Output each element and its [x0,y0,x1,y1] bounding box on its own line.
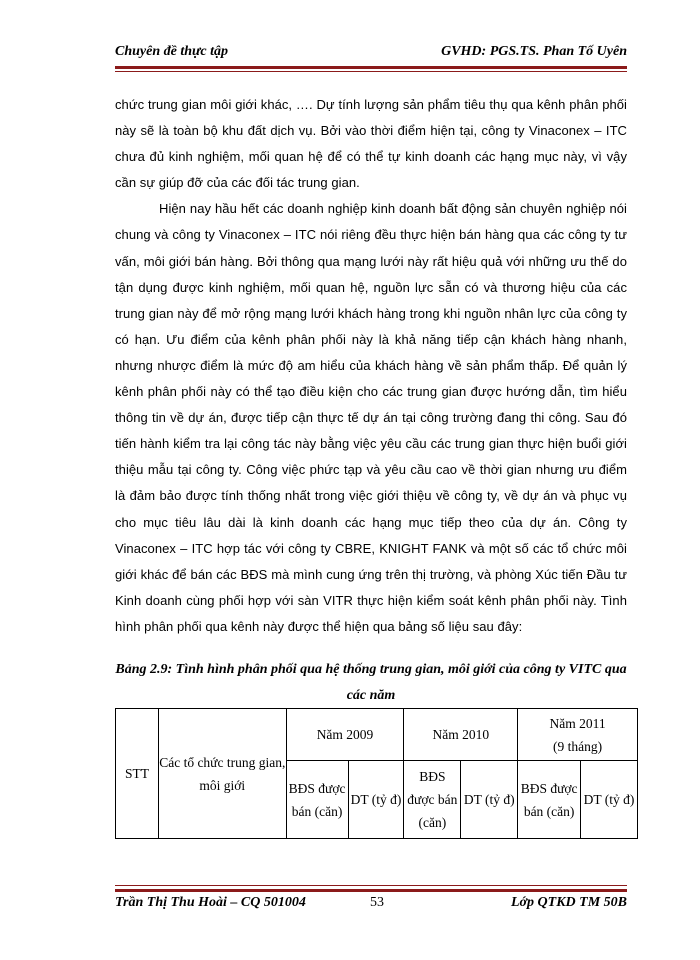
subheader-dt-2009: DT (tỷ đ) [348,761,404,839]
footer-rule-thick [115,889,627,892]
header-organizations: Các tổ chức trung gian, môi giới [158,709,286,839]
header-rule-thin [115,71,627,72]
footer-author: Trần Thị Thu Hoài – CQ 501004 [115,895,306,910]
header-year-2010 [404,709,518,761]
header-stt: STT [116,709,159,839]
paragraph-1: chức trung gian môi giới khác, …. Dự tính lượng sản phẩm tiêu thụ qua kênh phân phối này sẽ là toàn bộ khu đất dịch vụ. Bởi vào thời điểm hiện tại, công ty Vinaconex – ITC chưa đủ kinh nghiệm, mối quan hệ để có thể tự kinh doanh các hạng mục này, vì vậy cần sự giúp đỡ của các đối tác trung gian. [115,97,627,191]
header-year-2011 [518,709,638,761]
body-text [115,92,627,640]
table-caption: Bảng 2.9: Tình hình phân phối qua hệ thống trung gian, môi giới của công ty VITC qua các năm [115,662,627,703]
distribution-table [115,708,638,839]
page-number: 53 [370,895,384,910]
header-document-type: Chuyên đề thực tập [115,44,229,59]
year-2009-label: Năm 2009 [316,726,374,742]
subheader-bds-2010: BĐS được bán (căn) [404,761,461,839]
page-header [115,44,627,64]
year-2011-label: Năm 2011 [549,715,606,731]
subheader-dt-2011: DT (tỷ đ) [581,761,638,839]
footer-rule-thin [115,885,627,886]
footer-class: Lớp QTKD TM 50B [510,895,627,910]
subheader-bds-2009: BĐS được bán (căn) [286,761,348,839]
header-rule-thick [115,66,627,69]
paragraph-2: Hiện nay hầu hết các doanh nghiệp kinh doanh bất động sản chuyên nghiệp nói chung và công ty Vinaconex – ITC nói riêng đều thực hiện bán hàng qua các công ty tư vấn, môi giới bán hàng. Bởi thông qua mạng lưới này rất hiệu quả với những ưu thế do tận dụng được kinh nghiệm, mối quan hệ, nguồn lực sẵn có và thương hiệu của các trung gian này để mở rộng mạng lưới khách hàng trong khi nguồn nhân lực của công ty có hạn. Ưu điểm của kênh phân phối này là khả năng tiếp cận khách hàng nhanh, nhưng nhược điểm là mức độ am hiểu của khách hàng về sản phẩm thấp. Để quản lý kênh phân phối này có thể tạo điều kiện cho các trung gian được hướng dẫn, tìm hiểu thông tin về dự án, được tiếp cận thực tế dự án tại công trường đang thi công. Sau đó tiến hành kiểm tra lại công tác này bằng việc yêu cầu các trung gian thực hiện buổi giới thiệu mẫu tại công ty. Công việc phức tạp và yêu cầu cao về thời gian nhưng ưu điểm là đảm bảo được tính thống nhất trong việc giới thiệu về công ty, về dự án và phục vụ cho mục tiêu lâu dài là kinh doanh các hạng mục tiếp theo của dự án. Công ty Vinaconex – ITC hợp tác với công ty CBRE, KNIGHT FANK và một số các tổ chức môi giới khác để bán các BĐS mà mình cung ứng trên thị trường, và phòng Xúc tiến Đầu tư Kinh doanh cùng phối hợp với sàn VITR thực hiện kiểm soát kênh phân phối này. Tình hình phân phối qua kênh này được thể hiện qua bảng số liệu sau đây: [115,201,627,634]
header-advisor: GVHD: PGS.TS. Phan Tố Uyên [441,44,627,59]
header-year-2009 [286,709,404,761]
subheader-dt-2010: DT (tỷ đ) [461,761,518,839]
subheader-bds-2011: BĐS được bán (căn) [518,761,581,839]
page-footer [115,895,627,915]
year-2011-note: (9 tháng) [553,738,603,754]
year-2010-label: Năm 2010 [432,726,490,742]
